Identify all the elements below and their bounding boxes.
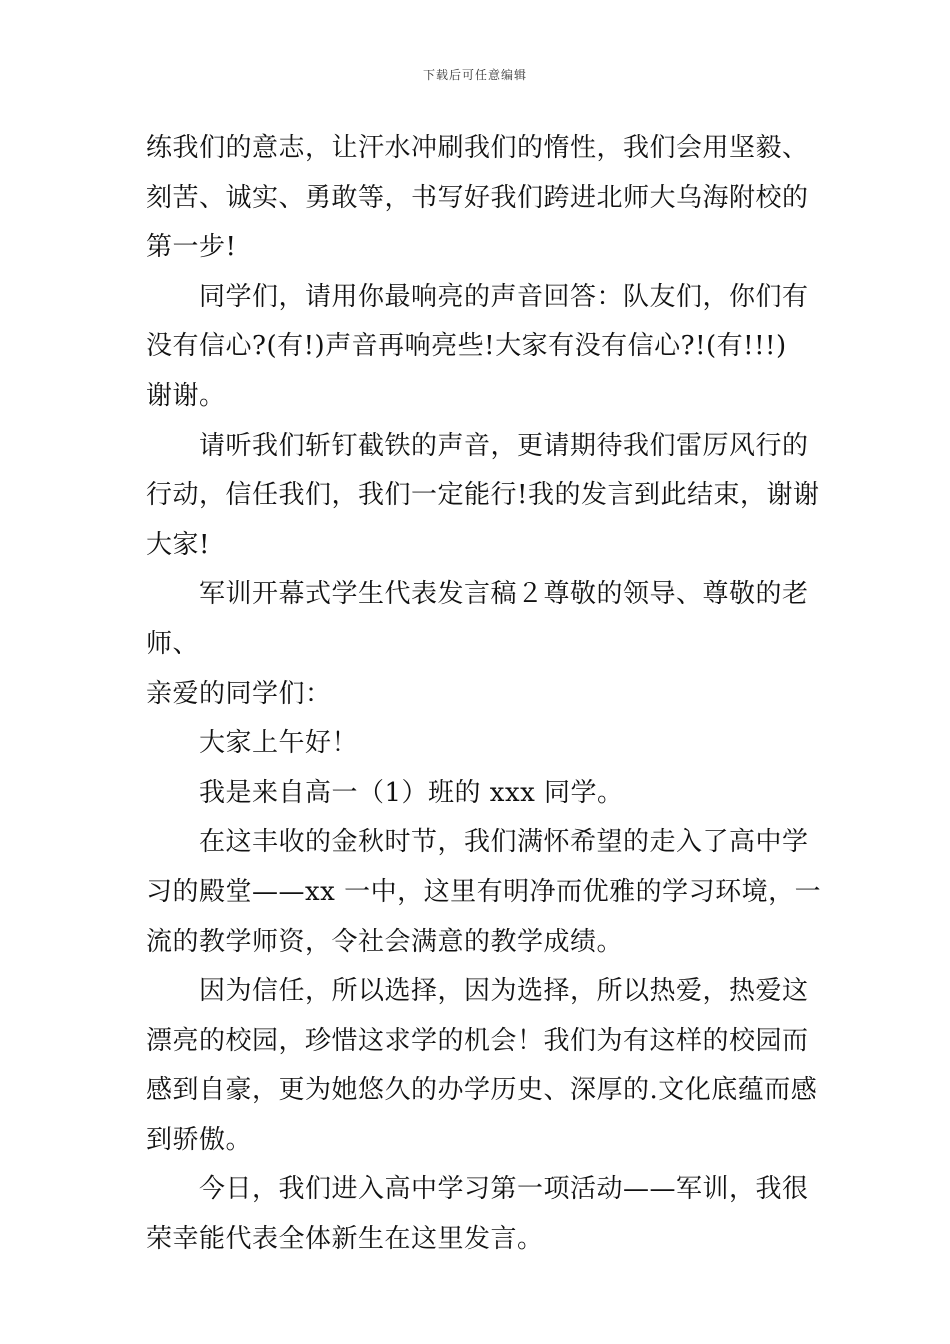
paragraph: 练我们的意志，让汗水冲刷我们的惰性，我们会用坚毅、 刻苦、诚实、勇敢等，书写好我们跨进北师大乌海附校的 第一步! [146, 133, 809, 263]
paragraph: 在这丰收的金秋时节，我们满怀希望的走入了高中学 习的殿堂——xx 一中，这里有明净而优雅的学习环境，一 流的教学师资，令社会满意的教学成绩。 [146, 827, 822, 957]
paragraph: 请听我们斩钉截铁的声音，更请期待我们雷厉风行的 行动，信任我们，我们一定能行!我的发言到此结束，谢谢 大家! [146, 430, 820, 560]
paragraph: 军训开幕式学生代表发言稿２尊敬的领导、尊敬的老师、 亲爱的同学们： [146, 579, 809, 709]
paragraph: 我是来自高一（1）班的 xxx 同学。 [146, 777, 624, 808]
paragraph: 同学们，请用你最响亮的声音回答：队友们，你们有 没有信心?(有!)声音再响亮些!大家有没有信心?!(有!!!) 谢谢。 [146, 281, 809, 411]
page-header: 下载后可任意编辑 [422, 68, 527, 82]
paragraph: 因为信任，所以选择，因为选择，所以热爱，热爱这 漂亮的校园，珍惜这求学的机会！我们为有这样的校园而 感到自豪，更为她悠久的办学历史、深厚的.文化底蕴而感 到骄傲。 [146, 976, 818, 1155]
document-body [146, 124, 826, 1265]
paragraph: 今日，我们进入高中学习第一项活动——军训，我很 荣幸能代表全体新生在这里发言。 [146, 1174, 809, 1255]
paragraph: 大家上午好！ [146, 728, 359, 759]
